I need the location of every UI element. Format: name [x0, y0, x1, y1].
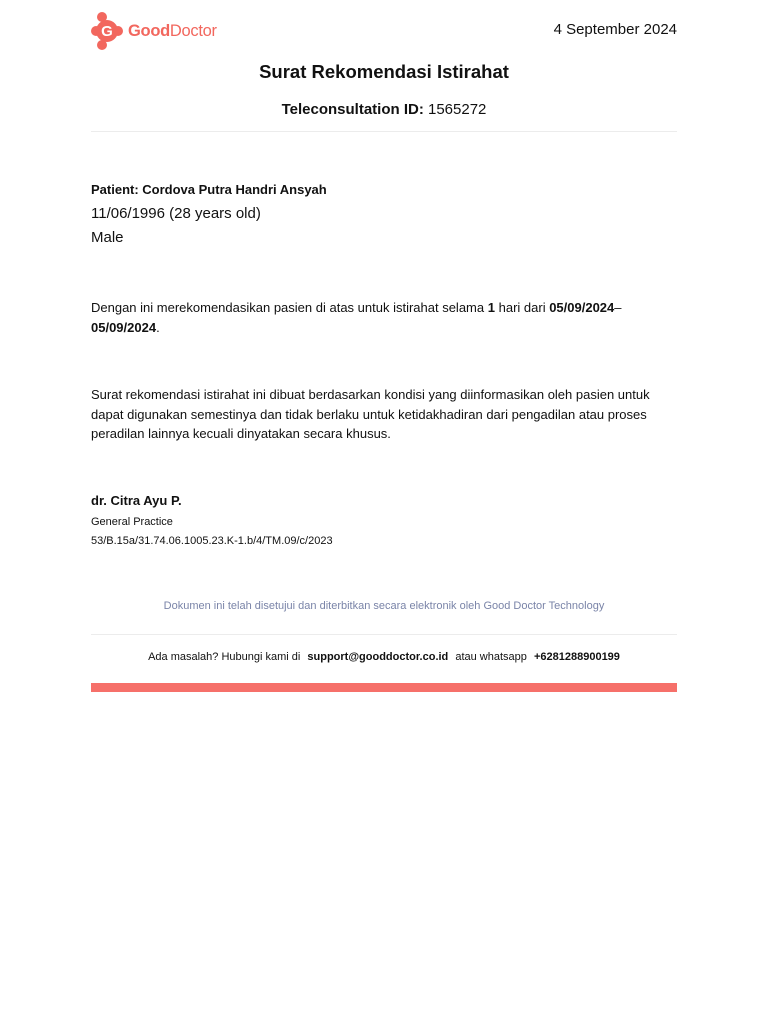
logo-good-text: Good — [128, 21, 170, 40]
logo-wordmark — [128, 22, 217, 41]
recommendation-text-from: hari dari — [498, 300, 546, 315]
logo-doctor-text: Doctor — [169, 21, 217, 40]
contact-mid-text: atau whatsapp — [455, 651, 527, 663]
svg-text:G: G — [101, 23, 113, 40]
electronic-approval-note: Dokumen ini telah disetujui dan diterbitkan secara elektronik oleh Good Doctor Technology — [163, 600, 605, 612]
letter-header — [91, 0, 677, 56]
doctor-str-number: 53/B.15a/31.74.06.1005.23.K-1.b/4/TM.09/c/2023 — [91, 535, 333, 547]
support-email-link[interactable]: support@gooddoctor.co.id — [307, 651, 449, 663]
document-title: Surat Rekomendasi Istirahat — [259, 61, 509, 82]
date-range-dash: – — [614, 300, 622, 315]
patient-dob: 11/06/1996 (28 years old) — [91, 205, 261, 222]
rest-start-date: 05/09/2024 — [549, 300, 615, 315]
recommendation-text-start: Dengan ini merekomendasikan pasien di atas untuk istirahat selama — [91, 300, 485, 315]
teleconsultation-label: Teleconsultation ID: — [281, 101, 424, 118]
doctor-specialty: General Practice — [91, 516, 173, 528]
support-contact-line — [91, 651, 677, 663]
good-doctor-logo — [91, 11, 217, 51]
whatsapp-number-link[interactable]: +6281288900199 — [533, 651, 620, 663]
footer-divider — [91, 634, 677, 635]
footer-accent-bar — [91, 683, 677, 692]
rest-end-date: 05/09/2024 — [91, 319, 157, 335]
good-doctor-logo-icon — [91, 11, 125, 51]
teleconsultation-id-line — [91, 101, 677, 118]
contact-prefix: Ada masalah? Hubungi kami di — [148, 651, 301, 663]
doctor-name: dr. Citra Ayu P. — [91, 493, 182, 508]
patient-gender: Male — [91, 229, 124, 246]
disclaimer-paragraph: Surat rekomendasi istirahat ini dibuat berdasarkan kondisi yang diinformasikan oleh pasien untuk dapat digunakan semestinya dan tidak berlaku untuk ketidakhadiran dari pengadilan atau proses peradilan lainnya kecuali dinyatakan secara khusus. — [91, 387, 650, 441]
rest-days: 1 — [487, 300, 495, 315]
rest-recommendation-paragraph — [91, 298, 677, 337]
teleconsultation-id: 1565272 — [428, 101, 487, 118]
recommendation-end-punct: . — [156, 319, 160, 335]
header-divider — [91, 131, 677, 132]
document-page — [91, 0, 677, 663]
patient-name: Patient: Cordova Putra Handri Ansyah — [91, 182, 327, 197]
letter-date: 4 September 2024 — [553, 21, 677, 38]
